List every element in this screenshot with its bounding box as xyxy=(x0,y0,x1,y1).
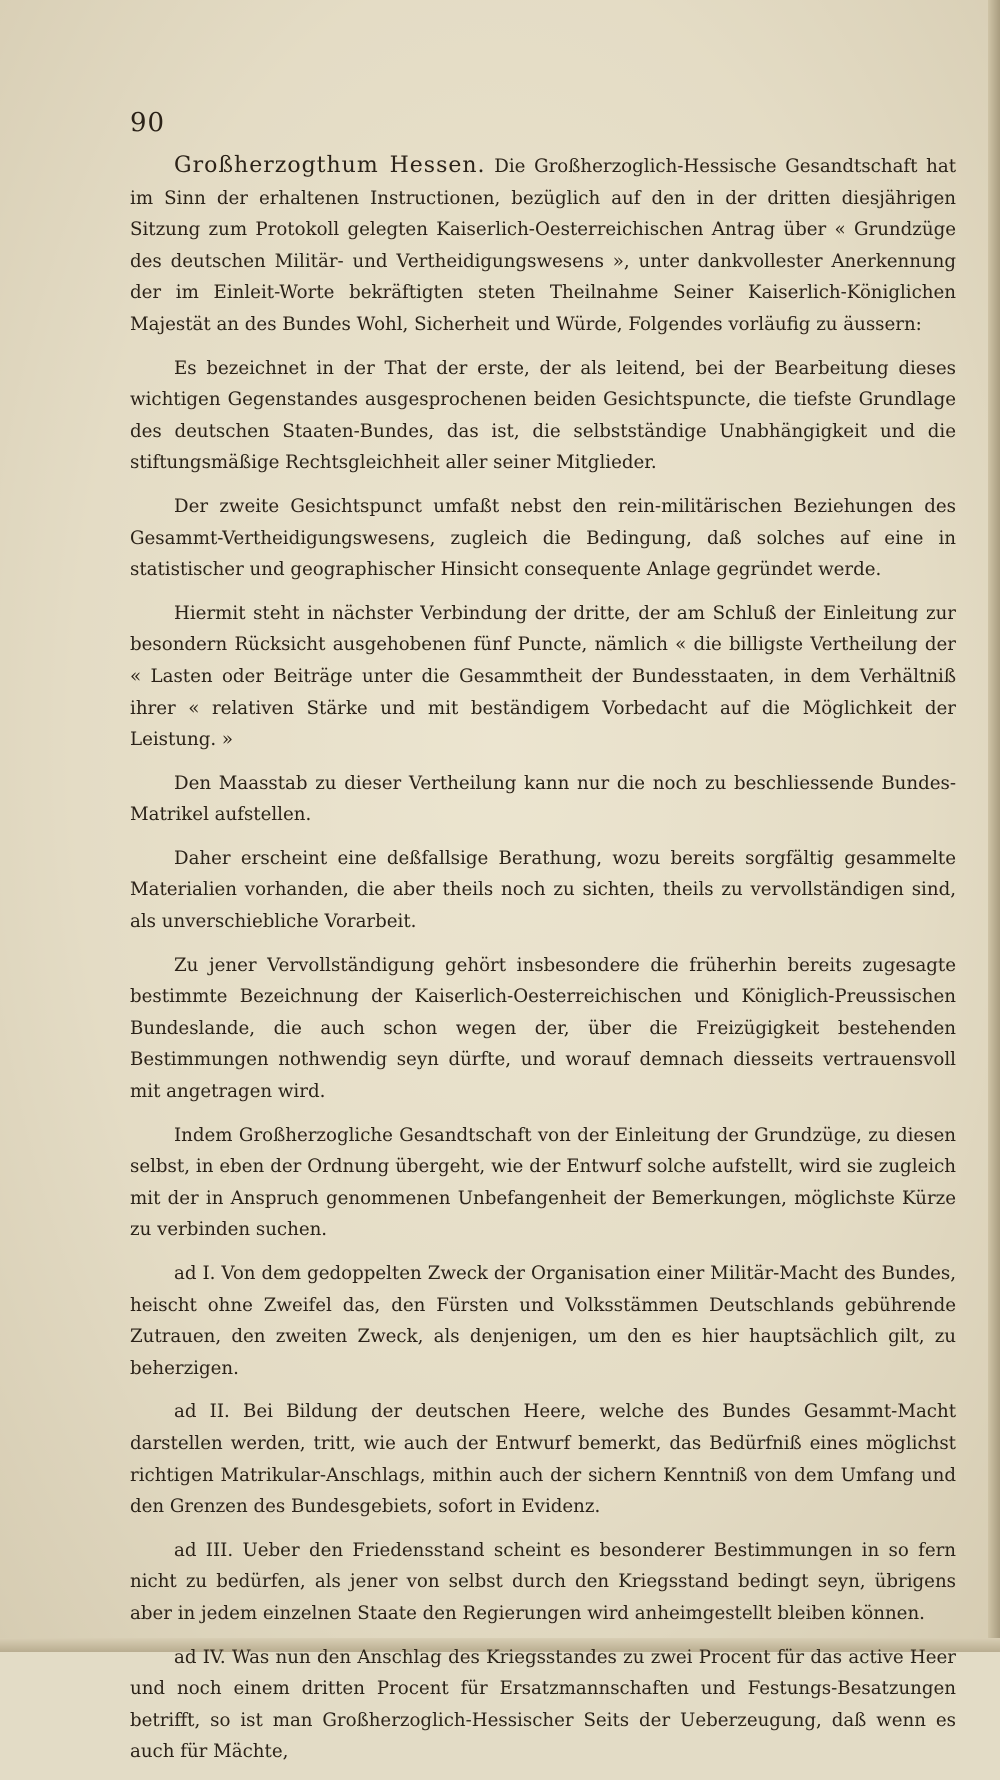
paragraph-10: ad II. Bei Bildung der deutschen Heere, welche des Bundes Gesammt-Macht darstellen werden, tritt, wie auch der Entwurf bemerkt, das Bedürfniß eines möglichst richtigen Matrikular-Anschlags, mithin auch der sichern Kenntniß von dem Umfang und den Grenzen des Bundesgebiets, sofort in Evidenz. xyxy=(130,1401,956,1518)
paragraph-2: Es bezeichnet in der That der erste, der als leitend, bei der Bearbeitung dieses wichtigen Gegenstandes ausgesprochenen beiden Gesichtspuncte, die tiefste Grundlage des deutschen Staaten-Bundes, das ist, die selbstständige Unabhängigkeit und die stiftungsmäßige Rechtsgleichheit aller seiner Mitglieder. xyxy=(130,357,956,474)
paragraph-6: Daher erscheint eine deßfallsige Berathung, wozu bereits sorgfältig gesammelte Materialien vorhanden, die aber theils noch zu sichten, theils zu vervollständigen sind, als unverschiebliche Vorarbeit. xyxy=(130,847,956,933)
paragraph-3: Der zweite Gesichtspunct umfaßt nebst den rein-militärischen Beziehungen des Gesammt-Vertheidigungswesens, zugleich die Bedingung, daß solches auf eine in statistischer und geographischer Hinsicht consequente Anlage gegründet werde. xyxy=(130,495,956,581)
paragraph-1 xyxy=(130,150,956,341)
paragraph-12: ad IV. Was nun den Anschlag des Kriegsstandes zu zwei Procent für das active Heer und noch einem dritten Procent für Ersatzmannschaften und Festungs-Besatzungen betrifft, so ist man Großherzoglich-Hessischer Seits der Ueberzeugung, daß wenn es auch für Mächte, xyxy=(130,1646,956,1763)
paragraph-7: Zu jener Vervollständigung gehört insbesondere die früherhin bereits zugesagte bestimmte Bezeichnung der Kaiserlich-Oesterreichischen und Königlich-Preussischen Bundeslande, die auch schon wegen der, über die Freizügigkeit bestehenden Bestimmungen nothwendig seyn dürfte, und worauf demnach diesseits vertrauensvoll mit angetragen wird. xyxy=(130,954,956,1103)
paragraph-11: ad III. Ueber den Friedensstand scheint es besonderer Bestimmungen in so fern nicht zu bedürfen, als jener von selbst durch den Kriegsstand bedingt seyn, übrigens aber in jedem einzelnen Staate den Regierungen wird anheimgestellt bleiben können. xyxy=(130,1539,956,1624)
paragraph-9: ad I. Von dem gedoppelten Zweck der Organisation einer Militär-Macht des Bundes, heischt ohne Zweifel das, den Fürsten und Volksstämmen Deutschlands gebührende Zutrauen, den zweiten Zweck, als denjenigen, um den es hier hauptsächlich gilt, zu beherzigen. xyxy=(130,1263,956,1379)
paragraph-8: Indem Großherzogliche Gesandtschaft von der Einleitung der Grundzüge, zu diesen selbst, in eben der Ordnung übergeht, wie der Entwurf solche aufstellt, wird sie zugleich mit der in Anspruch genommenen Unbefangenheit der Bemerkungen, möglichste Kürze zu verbinden suchen. xyxy=(130,1124,956,1241)
paragraph-text: Die Großherzoglich-Hessische Gesandtschaft hat im Sinn der erhaltenen Instructionen, bezüglich auf den in der dritten diesjährigen Sitzung zum Protokoll gelegten Kaiserlich-Oesterreichischen Antrag über « Grundzüge des deutschen Militär- und Vertheidigungswesens », unter dankvollester Anerkennung der im Einleit-Worte bekräftigten steten Theilnahme Seiner Kaiserlich-Königlichen Majestät an des Bundes Wohl, Sicherheit und Würde, Folgendes vorläufig zu äussern: xyxy=(130,156,957,335)
page-edge-right xyxy=(988,0,1000,1652)
paragraph-5: Den Maasstab zu dieser Vertheilung kann nur die noch zu beschliessende Bundes-Matrikel aufstellen. xyxy=(130,772,956,826)
page-number: 90 xyxy=(130,108,166,138)
paragraph-4: Hiermit steht in nächster Verbindung der dritte, der am Schluß der Einleitung zur besondern Rücksicht ausgehobenen fünf Puncte, nämlich « die billigste Vertheilung der « Lasten oder Beiträge unter die Gesammtheit der Bundesstaaten, in dem Verhältniß ihrer « relativen Stärke und mit beständigem Vorbedacht auf die Möglichkeit der Leistung. » xyxy=(130,602,956,751)
section-heading: Großherzogthum Hessen. xyxy=(174,153,486,178)
text-body xyxy=(130,150,956,1780)
